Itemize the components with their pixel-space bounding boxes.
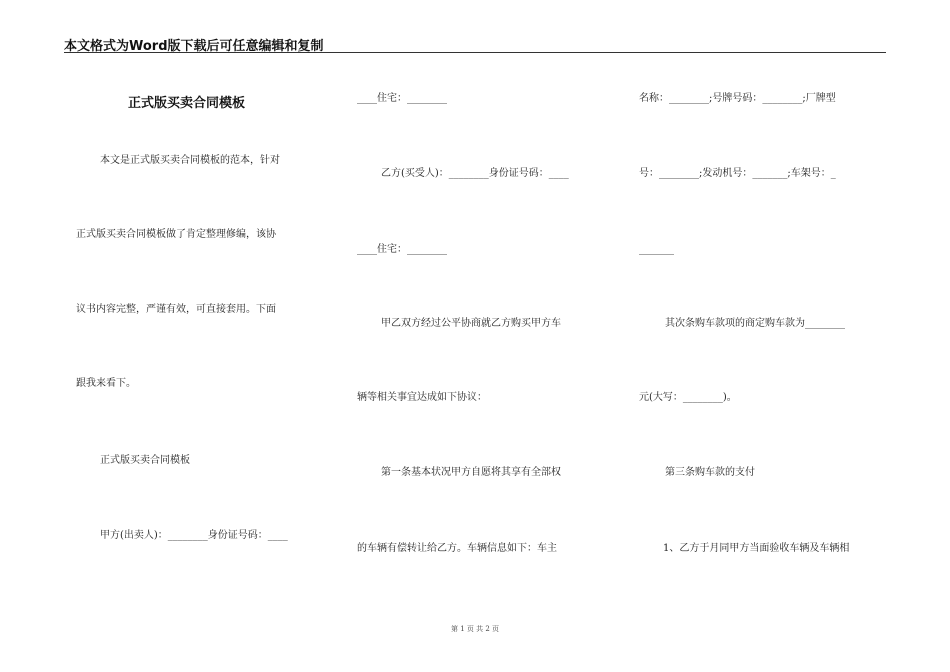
header-title: 本文格式为Word版下载后可任意编辑和复制 [64, 39, 324, 54]
text-line: _______ [639, 244, 674, 255]
document-title: 正式版买卖合同模板 [128, 96, 246, 111]
column-right [639, 0, 889, 672]
text-line: 跟我来看下。 [76, 378, 136, 389]
text-line: 号：________;发动机号：_______;车架号：_ [639, 168, 836, 179]
text-line: 1、乙方于月同甲方当面验收车辆及车辆相 [663, 543, 850, 554]
text-line: 元(大写：________)。 [639, 392, 737, 403]
text-line: 第三条购车款的支付 [665, 467, 755, 478]
text-line: 甲乙双方经过公平协商就乙方购买甲方车 [381, 318, 561, 329]
page-number: 第 1 页 共 2 页 [450, 625, 500, 633]
text-line: 名称：________;号牌号码：________;厂牌型 [639, 93, 836, 104]
text-line: 辆等相关事宜达成如下协议： [357, 392, 487, 403]
text-line: 正式版买卖合同模板做了肯定整理修编，该协 [76, 229, 276, 240]
text-line: 正式版买卖合同模板 [100, 455, 190, 466]
text-line: 甲方(出卖人)：________身份证号码：____ [100, 530, 288, 541]
text-line: 乙方(买受人)：________身份证号码：____ [381, 168, 569, 179]
column-left [76, 0, 326, 672]
text-line: 议书内容完整，严谨有效，可直接套用。下面 [76, 304, 276, 315]
text-line: ____住宅：________ [357, 244, 447, 255]
text-line: ____住宅：________ [357, 93, 447, 104]
text-line: 其次条购车款项的商定购车款为________ [665, 318, 845, 329]
text-line: 的车辆有偿转让给乙方。车辆信息如下：车主 [357, 543, 557, 554]
text-line: 第一条基本状况甲方自愿将其享有全部权 [381, 467, 561, 478]
text-line: 本文是正式版买卖合同模板的范本，针对 [100, 155, 280, 166]
column-middle [357, 0, 607, 672]
